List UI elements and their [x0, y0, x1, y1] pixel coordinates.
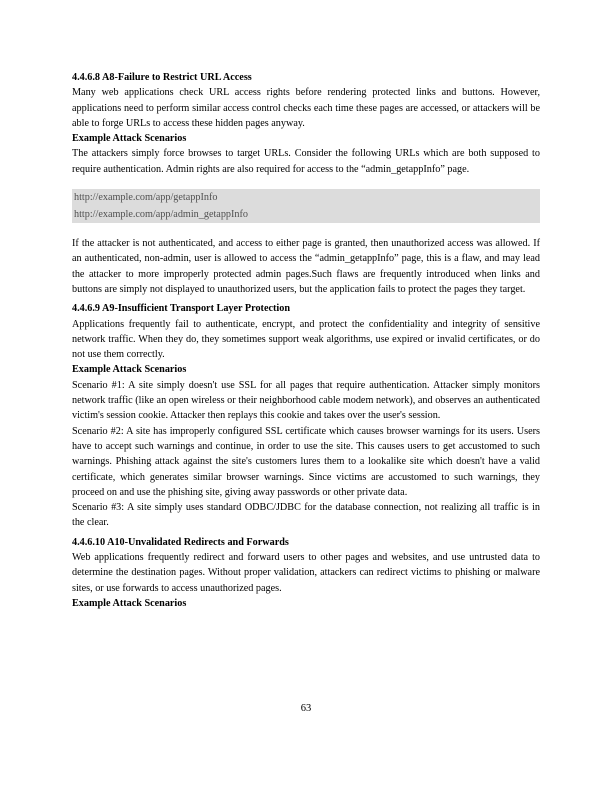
scenario-1	[72, 378, 540, 424]
url-code-block	[72, 189, 540, 223]
section-heading-a9: 4.4.6.9 A9-Insufficient Transport Layer Protection	[72, 303, 290, 315]
scenario-1-text: A site simply doesn't use SSL for all pages that require authentication. Attacker simply monitors network traffic (like an open wireless or their neighborhood cable modem network), and observes an authenticated victim's session cookie. Attacker then replays this cookie and takes over the user's session.	[72, 379, 540, 422]
example-heading-a8: Example Attack Scenarios	[72, 133, 187, 145]
scenario-2	[72, 424, 540, 500]
section-intro-a9: Applications frequently fail to authenticate, encrypt, and protect the confidentiality and integrity of sensitive network traffic. When they do, they sometimes support weak algorithms, use expired or invalid certificates, or do not use them correctly.	[72, 318, 540, 361]
example-heading-a9: Example Attack Scenarios	[72, 364, 187, 376]
document-body	[72, 70, 540, 611]
section-intro-a10: Web applications frequently redirect and forward users to other pages and websites, and use untrusted data to determine the destination pages. Without proper validation, attackers can redirect victims to phishing or malware sites, or use forwards to access unauthorized pages.	[72, 552, 540, 594]
scenario-3-label: Scenario #3:	[72, 502, 125, 514]
scenario-2-text: A site has improperly configured SSL certificate which causes browser warnings for its users. Users have to accept such warnings and continue, in order to use the site. This causes users to get accustomed to such warnings. Phishing attack against the site's customers lures them to a lookalike site which doesn't have a valid certificate, which generates similar browser warnings. Since victims are accustomed to such warnings, they proceed on and use the phishing site, giving away passwords or other private data.	[72, 425, 540, 498]
section-heading-a8: 4.4.6.8 A8-Failure to Restrict URL Access	[72, 72, 252, 83]
section-heading-a10: 4.4.6.10 A10-Unvalidated Redirects and Forwards	[72, 536, 289, 548]
code-line-url-1: http://example.com/app/getappInfo	[74, 192, 218, 204]
scenario-1-label: Scenario #1:	[72, 379, 125, 391]
scenario-3-text: A site simply uses standard ODBC/JDBC for the database connection, not realizing all traffic is in the clear.	[72, 502, 540, 529]
scenario-2-label: Scenario #2:	[72, 425, 124, 437]
section-intro-a8: Many web applications check URL access rights before rendering protected links and buttons. However, applications need to perform similar access control checks each time these pages are accessed, or attackers will be able to forge URLs to access these hidden pages anyway.	[72, 87, 540, 129]
page-number: 63	[300, 703, 312, 714]
example-heading-a10: Example Attack Scenarios	[72, 597, 187, 609]
scenario-3	[72, 500, 540, 531]
followup-text-a8: If the attacker is not authenticated, and access to either page is granted, then unauthorized access was allowed. If an authenticated, non-admin, user is allowed to access the “admin_getappInfo” page, this is a flaw, and may lead the attacker to more improperly protected admin pages.Such flaws are frequently introduced when links and buttons are simply not displayed to unauthorized users, but the application fails to protect the pages they target.	[72, 238, 540, 295]
code-line-url-2: http://example.com/app/admin_getappInfo	[74, 209, 248, 221]
example-text-a8: The attackers simply force browses to target URLs. Consider the following URLs which are both supposed to require authentication. Admin rights are also required for access to the “admin_getappInfo” page.	[72, 148, 540, 175]
